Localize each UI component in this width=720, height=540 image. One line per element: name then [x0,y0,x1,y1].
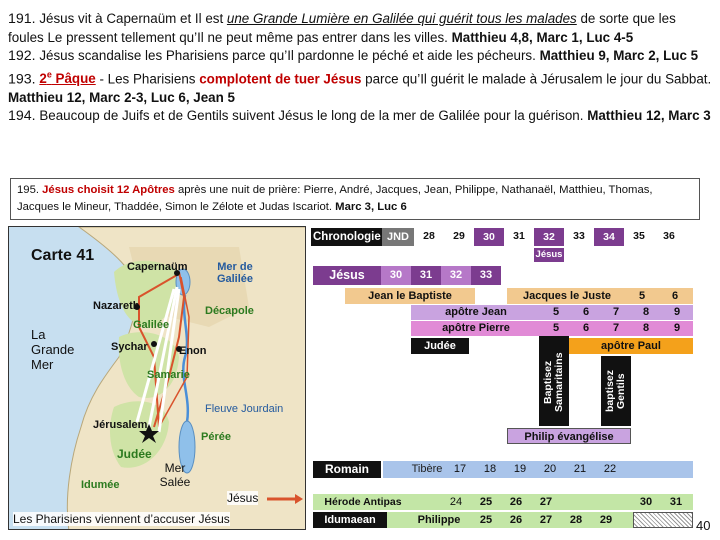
scripture-ref: Matthieu 9, Marc 2, Luc 5 [539,48,699,64]
text-block [8,10,714,126]
chronology-title: Chronologie [311,228,382,246]
jacques-bar: Jacques le Juste [507,288,627,304]
philippe-label: Philippe [417,514,461,526]
apotre-pierre-bar: apôtre Pierre [411,321,541,336]
paragraph-195-box: 195. Jésus choisit 12 Apôtres après une nuit de prière: Pierre, André, Jacques, Jean, Philippe, Nathanaël, Matthieu, Thomas, Jacques le Mineur, Thaddée, Simon le Zélote et Judas Iscariot. Marc 3, Luc 6 [10,178,700,220]
romain-label: Romain [313,461,381,478]
hatched-cell [633,512,693,528]
map-label-nazareth: Nazareth [93,300,140,312]
jesus-year-cell: 33 [471,266,501,285]
map-label-enon: Enon [179,345,207,357]
map-label-capernaum: Capernaüm [127,261,188,273]
jacques-year: 5 [627,288,657,304]
map-title: Carte 41 [31,247,95,264]
map-label-mer-galilee: Mer de Galilée [216,261,254,285]
jacques-year: 6 [657,288,693,304]
map-panel [8,226,306,530]
jesus-year-cell: 31 [411,266,441,285]
map-label-mer-salee: Mer Salée [159,461,191,489]
year-28: 28 [423,230,435,242]
jesus-year-cell: 32 [441,266,471,285]
scripture-ref: Matthieu 12, Marc 3 [587,108,711,124]
apotre-paul-bar: apôtre Paul [569,338,693,354]
map-label-samarie: Samarie [147,369,190,381]
herode-label: Hérode Antipas [324,496,402,508]
legend-jesus: Jésus [227,491,259,505]
apotre-jean-bar: apôtre Jean [411,305,541,320]
jesus-year-cell: 30 [381,266,411,285]
bapt-samaritains-box: Baptisez Samaritains [539,336,569,426]
year-30: 30 [474,228,504,246]
jean-baptiste-bar: Jean le Baptiste [345,288,475,304]
year-31: 31 [513,230,525,242]
map-label-sychar: Sychar [111,341,148,353]
map-label-jerusalem: Jérusalem [93,419,148,431]
map-label-galilee: Galilée [133,319,170,331]
tibere-label: Tibère [411,463,443,475]
map-label-judee: Judée [117,447,152,461]
paragraph-192: 192. Jésus scandalise les Pharisiens parce qu’Il pardonne le péché et aide les pécheurs. Matthieu 9, Marc 2, Luc 5 [8,48,699,65]
chronology-chart: Chronologie JND 28 29 30 31 32 33 34 35 36 Jésus Jésus 30 31 32 33 Jean le Baptiste Jacques le Juste 5 6 apôtre Jean 5 6 7 8 9 apôtre Pierre 5 6 7 8 9 Judée apôtre Paul Baptisez Samaritains baptisez Gentils Philip évangélise Romain Tibère 17 18 19 20 21 22 Hérode Antipas 24 25 26 27 30 31 Idumaean Philippe 25 26 27 28 29 [311,228,696,530]
era-label: JND [382,228,414,246]
map-label-idumee: Idumée [81,479,120,491]
scripture-ref: Marc 3, Luc 6 [335,201,407,213]
year-34: 34 [594,228,624,246]
jesus-top-label: Jésus [535,249,563,260]
paque-label: 2e Pâque [39,69,96,87]
year-36: 36 [663,230,675,242]
philip-bar: Philip évangélise [507,428,631,444]
year-32: 32 [534,228,564,246]
legend-pharisiens: Les Pharisiens viennent d’accuser Jésus [13,512,230,526]
idumaean-label: Idumaean [313,512,387,528]
scripture-ref: Matthieu 12, Marc 2-3, Luc 6, Jean 5 [8,89,235,105]
paragraph-193: 193. 2e Pâque - Les Pharisiens complotent de tuer Jésus parce qu’Il guérit le malade à Jérusalem le jour du Sabbat. Matthieu 12, Marc 2-3, Luc 6, Jean 5 [8,69,712,105]
bapt-gentils-box: baptisez Gentils [601,356,631,426]
jesus-row-label: Jésus [313,266,381,285]
year-35: 35 [633,230,645,242]
year-29: 29 [453,230,465,242]
map-label-decapole: Décapole [205,305,254,317]
map-label-peree: Pérée [201,431,231,443]
paragraph-194: 194. Beaucoup de Juifs et de Gentils suivent Jésus le long de la mer de Galilée pour la guérison. Matthieu 12, Marc 3 [8,108,711,125]
paragraph-191: 191. Jésus vit à Capernaüm et Il est une Grande Lumière en Galilée qui guérit tous les malades de sorte que les foules Le pressent tellement qu’Il ne peut même pas entrer dans les villes. Matthieu 4,8, Marc 1, Luc 4-5 [8,11,676,45]
judee-label: Judée [411,338,469,354]
scripture-ref: Matthieu 4,8, Marc 1, Luc 4-5 [451,29,634,45]
map-label-fleuve: Fleuve Jourdain [205,403,284,415]
year-33: 33 [573,230,585,242]
map-label-sea: La Grande Mer [31,327,75,372]
page-number: 40 [696,518,711,533]
